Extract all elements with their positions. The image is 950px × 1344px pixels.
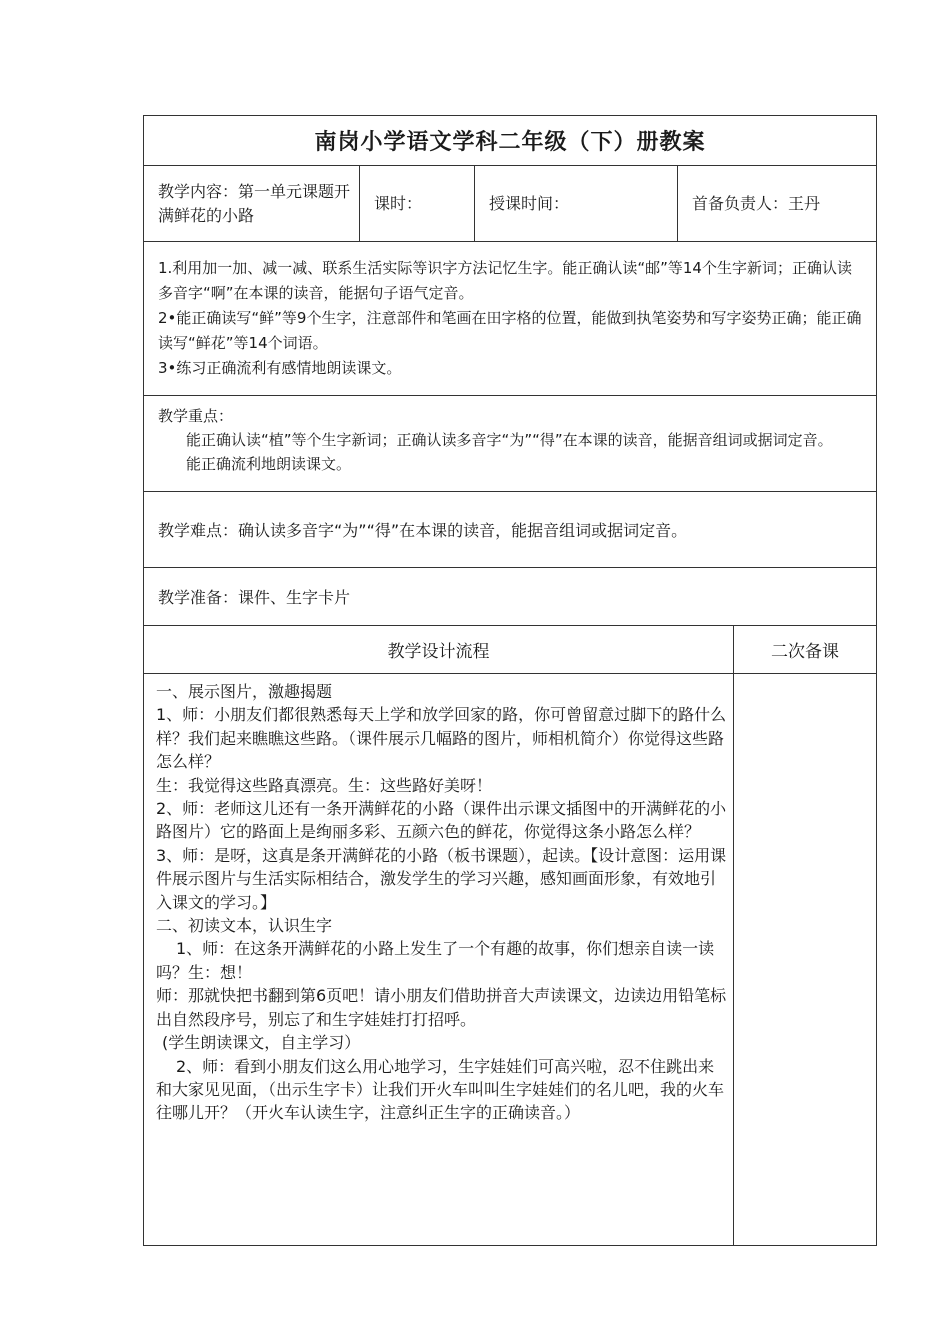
teaching-goals [143, 241, 877, 395]
second-prep-cell [734, 674, 876, 1245]
flow-paragraph: 一、展示图片，激趣揭题 [156, 682, 333, 701]
flow-paragraph: 2、师：老师这儿还有一条开满鲜花的小路（课件出示课文插图中的开满鲜花的小路图片）它的路面上是绚丽多彩、五颜六色的鲜花，你觉得这条小路怎么样？ [156, 799, 727, 842]
preparation: 教学准备：课件、生字卡片 [143, 567, 877, 625]
flow-paragraph: 师：那就快把书翻到第6页吧！请小朋友们借助拼音大声读课文，边读边用铅笔标出自然段序号，别忘了和生字娃娃打打招呼。 [156, 986, 727, 1029]
key-points-label: 教学重点： [158, 407, 234, 425]
flow-content [144, 674, 734, 1245]
period-cell: 课时： [360, 166, 475, 241]
owner-cell: 首备负责人：王丹 [692, 193, 821, 213]
teaching-time-cell: 授课时间： [475, 166, 678, 241]
key-point-item: 能正确流利地朗读课文。 [186, 455, 352, 473]
flow-paragraph: 2、师：看到小朋友们这么用心地学习，生字娃娃们可高兴啦，忍不住跳出来和大家见见面，（出示生字卡）让我们开火车叫叫生字娃娃们的名儿吧，我的火车往哪儿开？（开火车认读生字，注意纠正生字的正确读音。） [156, 1056, 725, 1123]
flow-paragraph: 1、师：小朋友们都很熟悉每天上学和放学回家的路，你可曾留意过脚下的路什么样？我们起来瞧瞧这些路。（课件展示几幅路的图片，师相机简介）你觉得这些路怎么样？ [156, 705, 727, 772]
flow-body-row [143, 673, 877, 1246]
flow-paragraph: 1、师：在这条开满鲜花的小路上发生了一个有趣的故事，你们想亲自读一读吗？生：想！ [156, 939, 715, 982]
lesson-content-cell: 教学内容：第一单元课题开满鲜花的小路 [144, 166, 360, 241]
flow-paragraph: 生：我觉得这些路真漂亮。生：这些路好美呀！ [156, 775, 493, 795]
page-title: 南岗小学语文学科二年级（下）册教案 [143, 115, 877, 165]
goal-item: 2•能正确读写“鲜”等9个生字，注意部件和笔画在田字格的位置，能做到执笔姿势和写字姿势正确；能正确读写“鲜花”等14个词语。 [158, 309, 862, 352]
flow-header-row [143, 625, 877, 673]
flow-paragraph: 二、初读文本，认识生字 [156, 916, 333, 936]
flow-paragraph: (学生朗读课文，自主学习） [162, 1033, 361, 1053]
goal-item: 1.利用加一加、减一减、联系生活实际等识字方法记忆生字。能正确认读“邮”等14个生字新词；正确认读多音字“啊”在本课的读音，能据句子语气定音。 [158, 259, 852, 302]
info-row [143, 165, 877, 241]
key-points [143, 395, 877, 491]
lesson-plan-table [143, 115, 877, 1246]
flow-paragraph: 3、师：是呀，这真是条开满鲜花的小路（板书课题），起读。【设计意图：运用课件展示图片与生活实际相结合，激发学生的学习兴趣，感知画面形象，有效地引入课文的学习。】 [156, 845, 727, 912]
key-point-item: 能正确认读“植”等个生字新词；正确认读多音字“为”“得”在本课的读音，能据音组词或据词定音。 [186, 431, 833, 449]
goal-item: 3•练习正确流利有感情地朗读课文。 [158, 359, 402, 377]
flow-header-main: 教学设计流程 [144, 626, 734, 673]
flow-header-side: 二次备课 [771, 642, 839, 662]
difficulty: 教学难点：确认读多音字“为”“得”在本课的读音，能据音组词或据词定音。 [143, 491, 877, 567]
